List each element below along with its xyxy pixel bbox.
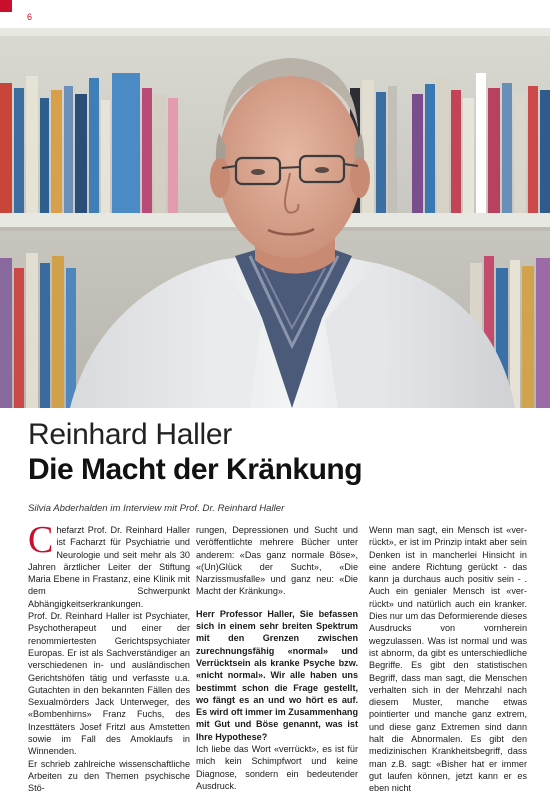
article-column-3	[369, 524, 527, 795]
page-marker	[0, 0, 12, 12]
article-paragraph: rungen, Depressionen und Sucht und veröffentlichte mehrere Bücher unter anderem: «Das ganz normale Böse», «(Un)Glück der Sucht», «Die Narzissmusfalle» und ganz neu: «Die Macht der Kränkung».	[196, 525, 358, 597]
article-byline: Silvia Abderhalden im Interview mit Prof. Dr. Reinhard Haller	[28, 503, 285, 514]
bookshelf-background	[0, 28, 550, 408]
article-column-1	[28, 519, 190, 795]
article-title-main: Die Macht der Kränkung	[28, 453, 363, 486]
interview-answer: Ich liebe das Wort «verrückt», es ist für mich kein Schimpfwort und keine Diagnose, sondern ein bedeutender Ausdruck.	[196, 744, 358, 791]
drop-cap: C	[28, 519, 54, 561]
article-paragraph: Prof. Dr. Reinhard Haller ist Psychiater, Psychotherapeut und einer der renommiertesten Gerichtspsychiater Europas. Er ist als Sachverständiger an verschiedenen in- und ausländischen Gerichtshöfen tätig und verfasste u.a. Gutachten in den bekannten Fällen des Sexualmörders Jack Unterweger, des «Bombenhirns» Franz Fuchs, des Inzesttäters Josef Fritzl aus Amstetten sowie im Fall des Amoklaufs in Winnenden.	[28, 611, 190, 757]
article-column-2	[196, 524, 358, 792]
article-paragraph: Er schrieb zahlreiche wissenschaftliche Arbeiten zu den Themen psychische Stö-	[28, 758, 190, 794]
portrait-photo	[0, 28, 550, 408]
article-title-name: Reinhard Haller	[28, 418, 232, 451]
paragraph-text: hefarzt Prof. Dr. Reinhard Haller ist Facharzt für Psychiatrie und Neurologie und seit mehr als 30 Jahren ärztlicher Leiter der Stiftung Maria Ebene in Frastanz, eine Klinik mit dem Schwerpunkt Abhängigkeitserkrankungen.	[28, 525, 190, 609]
article-paragraph: Wenn man sagt, ein Mensch ist «ver-rückt», er ist im Prinzip intakt aber sein Denken ist in mancherlei Hinsicht in eine andere Richtung gerückt - das kann ja durchaus auch positiv sein - . Auch ein genialer Mensch ist «ver-rückt» und natürlich auch ein kranker. Dies nur um das Deformierende dieses Ausdrucks von vornherein wegzulassen. Was ist normal und was ist abnorm, da gibt es unterschiedliche Begriffe. Es gibt den statistischen Begriff, dass man sagt, die Menschen verhalten sich in der Mehrzahl nach diesem Muster, manche etwas pointierter und manche ganz extrem, und diese ganz Extremen sind dann halt die Abnormalen. Es gibt den medizinischen Krankheitsbegriff, dass man z.B. sagt: «Bisher hat er immer gut laufen können, jetzt kann er es eben nicht	[369, 525, 527, 794]
article-paragraph	[28, 519, 190, 610]
page-number: 6	[27, 12, 33, 22]
interview-question: Herr Professor Haller, Sie befassen sich in einem sehr breiten Spektrum mit den Grenzen zwischen zurechnungsfähig «normal» und Verrücktsein als kranke Psyche bzw. «nicht normal». Wir alle haben uns bestimmt schon die Frage gestellt, wo fängt es an und wo hört es auf. Es wird oft immer im Zusammenhang mit Gut und Böse genannt, was ist Ihre Hypothese?	[196, 608, 358, 742]
